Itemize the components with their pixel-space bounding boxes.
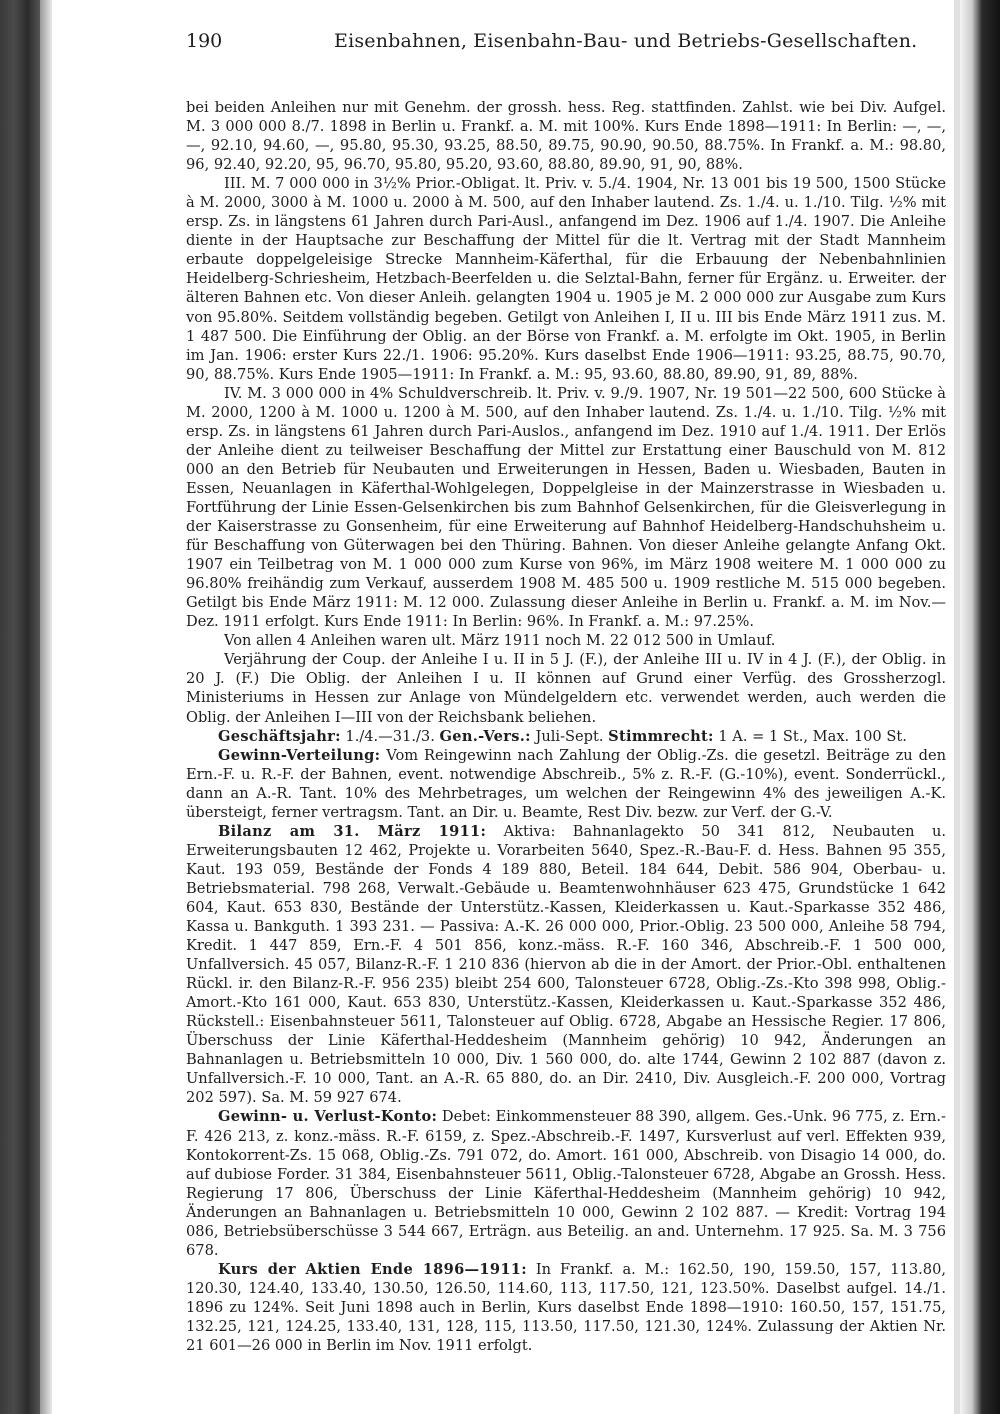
heading-fiscal-year: Geschäftsjahr: bbox=[218, 727, 341, 745]
paragraph-text: 1 A. = 1 St., Max. 100 St. bbox=[713, 727, 907, 745]
paragraph-text: Verjährung der Coup. der Anleihe I u. II in 5 J. (F.), der Anleihe III u. IV in 4 J. (F.), der Oblig. in 20 J. (F.) Die Oblig. der Anleihen I u. II können auf Grund einer Verfüg. des Grossherzogl. Ministeriums in Hessen zur Anlage von Mündelgeldern etc. verwendet werden, auch werden die Oblig. der Anleihen I—III von der Reichsbank beliehen. bbox=[186, 651, 946, 726]
paragraph-text: 1./4.—31./3. bbox=[340, 727, 440, 745]
heading-share-prices: Kurs der Aktien Ende 1896—1911: bbox=[218, 1260, 527, 1278]
page-number: 190 bbox=[186, 30, 223, 52]
paragraph-text: In Frankf. a. M.: 162.50, 190, 159.50, 157, 113.80, 120.30, 124.40, 133.40, 130.50, 126.50, 114.60, 113, 117.50, 121, 123.50%. Daselbst aufgel. 14./1. 1896 zu 124%. Seit Juni 1898 auch in Berlin, Kurs daselbst Ende 1898—1910: 160.50, 157, 151.75, 132.25, 121, 124.25, 133.40, 131, 128, 115, 113.50, 117.50, 121.30, 124%. Zulassung der Aktien Nr. 21 601—26 000 in Berlin im Nov. 1911 erfolgt. bbox=[186, 1260, 946, 1355]
paragraph-text: III. M. 7 000 000 in 3½% Prior.-Obligat. lt. Priv. v. 5./4. 1904, Nr. 13 001 bis 19 500, 1500 Stücke à M. 2000, 3000 à M. 1000 u. 2000 à M. 500, auf den Inhaber lautend. Zs. 1./4. u. 1./10. Tilg. ½% mit ersp. Zs. in längstens 61 Jahren durch Pari-Ausl., anfangend im Dez. 1906 auf 1./4. 1907. Die Anleihe diente in der Hauptsache zur Beschaffung der Mittel für die lt. Vertrag mit der Stadt Mannheim erbaute doppelgeleisige Strecke Mannheim-Käferthal, für die Erbauung der Nebenbahnlinien Heidelberg-Schriesheim, Hetzbach-Beerfelden u. die Selztal-Bahn, ferner für Ergänz. u. Erweiter. der älteren Bahnen etc. Von dieser Anleih. gelangten 1904 u. 1905 je M. 2 000 000 zur Ausgabe zum Kurs von 95.80%. Seitdem vollständig begeben. Getilgt von Anleihen I, II u. III bis Ende März 1911 zus. M. 1 487 500. Die Einführung der Oblig. an der Börse von Frankf. a. M. erfolgte im Okt. 1905, in Berlin im Jan. 1906: erster Kurs 22./1. 1906: 95.20%. Kurs daselbst Ende 1906—1911: 93.25, 88.75, 90.70, 90, 88.75%. Kurs Ende 1905—1911: In Frankf. a. M.: 95, 93.60, 88.80, 89.90, 91, 89, 88%. bbox=[186, 175, 946, 383]
paragraph-bond-iv bbox=[186, 384, 946, 632]
page-header bbox=[186, 30, 946, 60]
paragraph-share-prices bbox=[186, 1260, 946, 1355]
paragraph-text: Von allen 4 Anleihen waren ult. März 1911 noch M. 22 012 500 in Umlauf. bbox=[224, 632, 776, 650]
paragraph-profit-loss bbox=[186, 1107, 946, 1259]
adjacent-page-shadow bbox=[960, 0, 1000, 1414]
paragraph-balance-sheet bbox=[186, 822, 946, 1108]
paragraph-limitation bbox=[186, 650, 946, 726]
paragraph-text: Juli-Sept. bbox=[530, 727, 609, 745]
paragraph-text: IV. M. 3 000 000 in 4% Schuldverschreib. lt. Priv. v. 9./9. 1907, Nr. 19 501—22 500, 600 Stücke à M. 2000, 1200 à M. 1000 u. 1200 à M. 500, auf den Inhaber lautend. Zs. 1./4. u. 1./10. Tilg. ½% mit ersp. Zs. in längstens 61 Jahren durch Pari-Auslos., anfangend im Dez. 1910 auf 1./4. 1911. Der Erlös der Anleihe dient zu teilweiser Beschaffung der Mittel zur Erstattung einer Bauschuld von M. 812 000 an den Betrieb für Neubauten und Erweiterungen in Hessen, Baden u. Wiesbaden, Bauten in Essen, Neuanlagen in Käferthal-Wohlgelegen, Doppelgleise in der Mainzerstrasse in Wiesbaden u. Fortführung der Linie Essen-Gelsenkirchen bis zum Bahnhof Gelsenkirchen, für die Gleisverlegung in der Kaiserstrasse zu Gonsenheim, für eine Erweiterung auf Bahnhof Heidelberg-Handschuhsheim u. für Beschaffung von Güterwagen bei den Thüring. Bahnen. Von dieser Anleihe gelangte Anfang Okt. 1907 ein Teilbetrag von M. 1 000 000 zum Kurse von 96%, im März 1908 weitere M. 1 000 000 zu 96.80% freihändig zum Verkauf, ausserdem 1908 M. 485 500 u. 1909 restliche M. 515 000 begeben. Getilgt bis Ende März 1911: M. 12 000. Zulassung dieser Anleihe in Berlin u. Frankf. a. M. im Nov.—Dez. 1911 erfolgt. Kurs Ende 1911: In Berlin: 96%. In Frankf. a. M.: 97.25%. bbox=[186, 384, 946, 631]
book-binding-shadow bbox=[0, 0, 40, 1414]
paragraph-bond-terms-ii bbox=[186, 98, 946, 174]
paragraph-fiscal-year bbox=[186, 727, 946, 746]
page-gutter bbox=[40, 0, 52, 1414]
paragraph-text: Aktiva: Bahnanlagekto 50 341 812, Neubauten u. Erweiterungsbauten 12 462, Projekte u. Vorarbeiten 5640, Spez.-R.-Bau-F. d. Hess. Bahnen 95 355, Kaut. 193 059, Bestände der Fonds 4 189 880, Beteil. 184 644, Debit. 586 904, Oberbau- u. Betriebsmaterial. 798 268, Verwalt.-Gebäude u. Beamtenwohnhäuser 623 475, Grundstücke 1 642 604, Kaut. 653 830, Bestände der Unterstütz.-Kassen, Kleiderkassen u. Kaut.-Sparkasse 352 486, Kassa u. Bankguth. 1 393 231. — Passiva: A.-K. 26 000 000, Prior.-Oblig. 23 500 000, Anleihe 58 794, Kredit. 1 447 859, Ern.-F. 4 501 856, konz.-mäss. R.-F. 160 346, Abschreib.-F. 1 500 000, Unfallversich. 45 057, Bilanz-R.-F. 1 210 836 (hiervon ab die in der Amort. der Prior.-Obl. enthaltenen Rückl. ir. den Bilanz-R.-F. 956 235) bleibt 254 600, Talonsteuer 6728, Oblig.-Zs.-Kto 398 998, Oblig.-Amort.-Kto 161 000, Kaut. 653 830, Unterstütz.-Kassen, Kleiderkassen u. Kaut.-Sparkasse 352 486, Rückstell.: Eisenbahnsteuer 5611, Talonsteuer auf Oblig. 6728, Abgabe an Hessische Regier. 17 806, Überschuss der Linie Käferthal-Heddesheim (Mannheim gehörig) 10 942, Änderungen an Bahnanlagen u. Betriebsmitteln 10 000, Div. 1 560 000, do. alte 1744, Gewinn 2 102 887 (davon z. Unfallversich.-F. 10 000, Tant. an A.-R. 65 880, do. an Dir. 2410, Div. Ausgleich.-F. 200 000, Vortrag 202 597). Sa. M. 59 927 674. bbox=[186, 822, 946, 1107]
paragraph-bond-iii bbox=[186, 174, 946, 384]
heading-profit-loss: Gewinn- u. Verlust-Konto: bbox=[218, 1108, 438, 1126]
running-title: Eisenbahnen, Eisenbahn-Bau- und Betriebs-Gesellschaften. bbox=[334, 30, 918, 52]
page-body bbox=[186, 98, 946, 1355]
heading-general-meeting: Gen.-Vers.: bbox=[439, 727, 531, 745]
heading-profit-distribution: Gewinn-Verteilung: bbox=[218, 746, 381, 764]
paragraph-text: Vom Reingewinn nach Zahlung der Oblig.-Zs. die gesetzl. Beiträge zu den Ern.-F. u. R.-F. der Bahnen, event. notwendige Abschreib., 5% z. R.-F. (G.-10%), event. Sonderrückl., dann an A.-R. Tant. 10% des Mehrbetrages, um welchen der Reingewinn 4% des jeweiligen A.-K. übersteigt, ferner vertragsm. Tant. an Dir. u. Beamte, Rest Div. bezw. zur Verf. der G.-V. bbox=[186, 746, 946, 821]
heading-balance-sheet: Bilanz am 31. März 1911: bbox=[218, 822, 487, 840]
paragraph-profit-distribution bbox=[186, 746, 946, 822]
paragraph-text: bei beiden Anleihen nur mit Genehm. der grossh. hess. Reg. stattfinden. Zahlst. wie bei Div. Aufgel. M. 3 000 000 8./7. 1898 in Berlin u. Frankf. a. M. mit 100%. Kurs Ende 1898—1911: In Berlin: —, —, —, 92.10, 94.60, —, 95.80, 95.30, 93.25, 88.50, 89.75, 90.90, 90.50, 88.75%. In Frankf. a. M.: 98.80, 96, 92.40, 92.20, 95, 96.70, 95.80, 95.20, 93.60, 88.80, 89.90, 91, 90, 88%. bbox=[186, 99, 946, 174]
paragraph-text: Debet: Einkommensteuer 88 390, allgem. Ges.-Unk. 96 775, z. Ern.-F. 426 213, z. konz.-mäss. R.-F. 6159, z. Spez.-Abschreib.-F. 1497, Kursverlust auf verl. Effekten 939, Kontokorrent-Zs. 15 068, Oblig.-Zs. 791 072, do. Amort. 161 000, Abschreib. von Disagio 14 000, do. auf dubiose Forder. 31 384, Eisenbahnsteuer 5611, Oblig.-Talonsteuer 6728, Abgabe an Grossh. Hess. Regierung 17 806, Überschuss der Linie Käferthal-Heddesheim (Mannheim gehörig) 10 942, Änderungen an Bahnanlagen u. Betriebsmitteln 10 000, Gewinn 2 102 887. — Kredit: Vortrag 194 086, Betriebsüberschüsse 3 544 667, Erträgn. aus Beteilig. an and. Unternehm. 17 925. Sa. M. 3 756 678. bbox=[186, 1108, 946, 1259]
heading-voting-right: Stimmrecht: bbox=[608, 727, 714, 745]
book-page bbox=[186, 30, 946, 1355]
paragraph-outstanding bbox=[186, 631, 946, 650]
